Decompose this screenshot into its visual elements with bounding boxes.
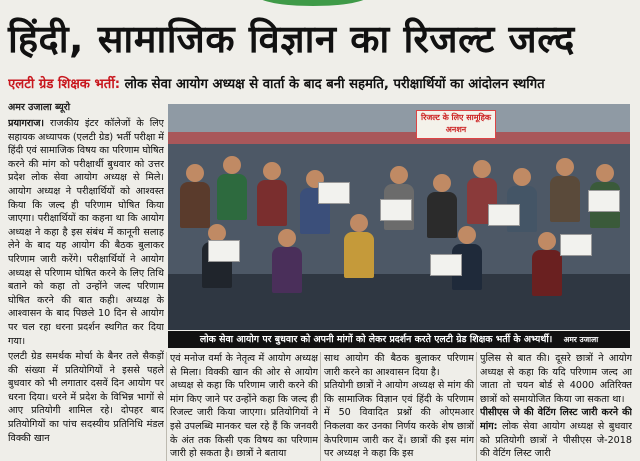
- crowd-person: [473, 160, 491, 178]
- article-text: लोक सेवा आयोग अध्यक्ष से बुधवार को प्रतियोगी छात्रों ने पीसीएस जे-2018 की वेटिंग लिस्ट जारी: [480, 420, 632, 460]
- photo-caption: [168, 331, 630, 348]
- crowd-person: [433, 174, 451, 192]
- article-paragraph: पुलिस से बात की। दूसरे छात्रों ने आयोग अध्यक्ष से कहा कि यदि परिणाम जल्द आ जाता तो चयन बोर्ड से 4000 अतिरिक्त छात्रों को समायोजित किया जा सकता था।: [480, 353, 632, 405]
- crowd-person: [186, 164, 204, 182]
- headline: हिंदी, सामाजिक विज्ञान का रिजल्ट जल्द: [8, 17, 575, 61]
- article-paragraph: [8, 117, 164, 348]
- column-divider: [476, 352, 477, 461]
- subheadline: [8, 74, 634, 96]
- photo-credit: अमर उजाला: [563, 335, 599, 344]
- placard: [560, 234, 592, 256]
- crowd-person: [390, 166, 408, 184]
- column-divider: [166, 352, 167, 461]
- crowd-person: [217, 174, 247, 220]
- protest-banner-sign: [416, 110, 496, 139]
- crowd-person: [344, 232, 374, 278]
- article-paragraph: एलटी ग्रेड समर्थक मोर्चा के बैनर तले सैकड़ों की संख्या में प्रतियोगियों ने इससे पहले बुधवार को भी लगातार दसवें दिन आयोग पर धरना दिया। धरने में प्रदेश के विभिन्न भागों से आए प्रतियोगी शामिल रहे। दोपहर बाद प्रतियोगियों का पांच सदस्यीय प्रतिनिधि मंडल विक्की खान: [8, 351, 164, 444]
- placard: [318, 182, 350, 204]
- crowd-person: [556, 158, 574, 176]
- placard: [208, 240, 240, 262]
- article-paragraph: [480, 406, 632, 460]
- crowd-person: [458, 226, 476, 244]
- crowd-person: [180, 182, 210, 228]
- article-text: राजकीय इंटर कॉलेजों के लिए सहायक अध्यापक (एलटी ग्रेड) भर्ती परीक्षा में हिंदी एवं सामाजिक विषय का परिणाम घोषित करने की मांग को परीक्षार्थी बुधवार को उत्तर प्रदेश लोक सेवा आयोग अध्यक्ष से मिले। आयोग अध्यक्ष ने परीक्षार्थियों को आश्वस्त किया कि जल्द ही परिणाम घोषित किया जाएगा। परीक्षार्थियों का कहना था कि आयोग अध्यक्ष ने कहा है इस संबंध में कानूनी सलाह लेने के बाद यह आयोग की बैठक बुलाकर परिणाम जारी करेंगे। परीक्षार्थियों ने आयोग अध्यक्ष से परिणाम घोषित करने के लिए तिथि बताने को कहा तो उन्होंने जल्द परिणाम घोषित करने की बात कही। अध्यक्ष के आश्वासन के बाद पिछले 10 दिन से आयोग पर चल रहा धरना प्रदर्शन स्थगित कर दिया गया।: [8, 118, 164, 347]
- placard: [588, 190, 620, 212]
- crowd-person: [538, 232, 556, 250]
- crowd-person: [596, 164, 614, 182]
- crowd-person: [550, 176, 580, 222]
- article-column-2: [170, 352, 318, 461]
- crowd-person: [513, 168, 531, 186]
- news-photo: [168, 104, 630, 330]
- crowd-person: [223, 156, 241, 174]
- placard: [430, 254, 462, 276]
- column-divider: [320, 352, 321, 461]
- crowd-person: [532, 250, 562, 296]
- subheadline-tag: एलटी ग्रेड शिक्षक भर्ती:: [8, 77, 121, 92]
- top-green-decoration: [258, 0, 368, 6]
- dateline: प्रयागराज।: [8, 118, 45, 129]
- crowd-person: [257, 180, 287, 226]
- article-paragraph: प्रतियोगी छात्रों ने आयोग अध्यक्ष से मांग की कि सामाजिक विज्ञान एवं हिंदी के परिणाम में 50 विवादित प्रश्नों की ओएमआर निकलवा कर उनका निर्णय करके शेष छात्रों केपरिणाम जारी कर दें। छात्रों की इस मांग पर अध्यक्ष ने कहा कि इस: [324, 380, 474, 460]
- article-paragraph: एवं मनोज वर्मा के नेतृत्व में आयोग अध्यक्ष से मिला। विक्की खान की ओर से आयोग अध्यक्ष से कहा कि परिणाम जारी करने की मांग किए जाने पर उन्होंने कहा कि जल्द ही रिजल्ट जारी किया जाएगा। प्रतियोगियों ने इसे उपलब्धि मानकर चल रहे हैं कि जनवरी के अंत तक किसी एक विषय का परिणाम जारी हो सकता है। छात्रों ने बताया: [170, 353, 318, 460]
- article-column-3: [324, 352, 474, 461]
- crowd-person: [427, 192, 457, 238]
- crowd-person: [272, 247, 302, 293]
- subheadline-text: लोक सेवा आयोग अध्यक्ष से वार्ता के बाद बनी सहमति, परीक्षार्थियों का आंदोलन स्थगित: [120, 77, 545, 92]
- crowd-person: [263, 162, 281, 180]
- protest-banner-text: रिजल्ट के लिए सामूहिक अनशन: [421, 113, 491, 134]
- crowd-person: [278, 229, 296, 247]
- photo-caption-text: लोक सेवा आयोग पर बुधवार को अपनी मांगों को लेकर प्रदर्शन करते एलटी ग्रेड शिक्षक भर्ती के अभ्यर्थी।: [199, 334, 553, 345]
- placard: [380, 199, 412, 221]
- article-subheading: पीसीएस जे की वेटिंग लिस्ट जारी करने की मांग:: [480, 407, 632, 432]
- article-column-4: [480, 352, 632, 461]
- article-column-1: [8, 117, 164, 461]
- crowd-person: [350, 214, 368, 232]
- byline: अमर उजाला ब्यूरो: [8, 102, 71, 113]
- placard: [488, 204, 520, 226]
- article-paragraph: साथ आयोग की बैठक बुलाकर परिणाम जारी करने का आश्वासन दिया है।: [324, 353, 474, 378]
